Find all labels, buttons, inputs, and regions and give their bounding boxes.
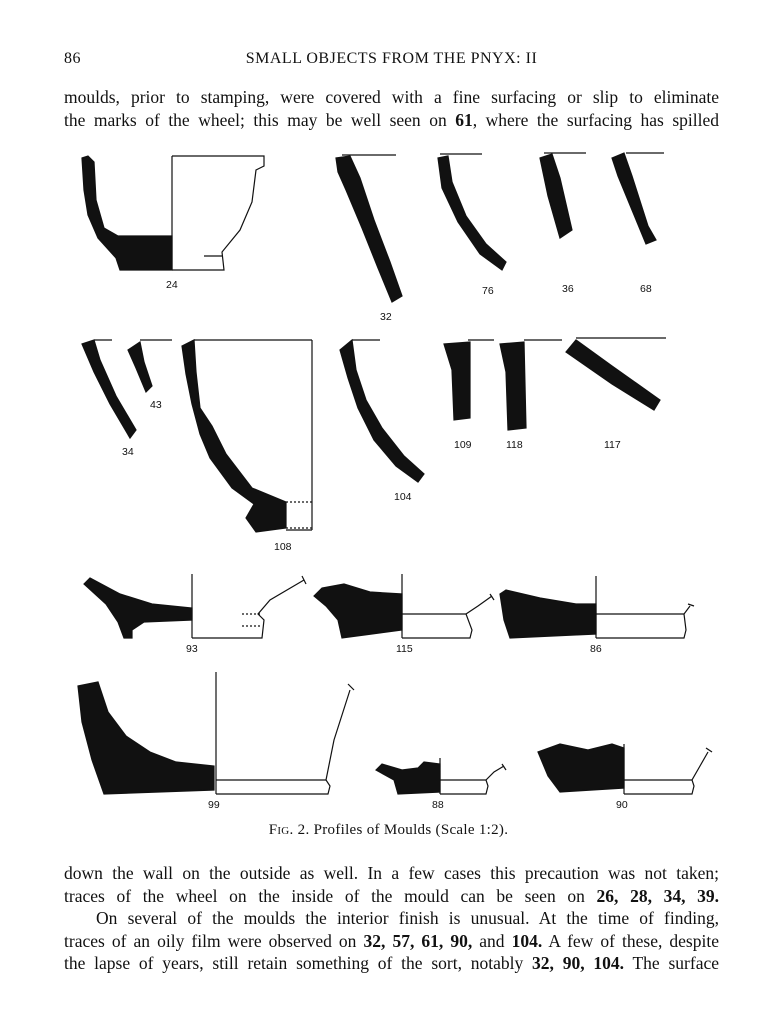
label-43: 43 bbox=[150, 399, 162, 411]
label-118: 118 bbox=[506, 439, 523, 451]
label-86: 86 bbox=[590, 643, 602, 655]
profile-24 bbox=[82, 156, 264, 270]
text-line: the marks of the wheel; this may be well seen on 61, where the surfacing has spilled bbox=[64, 109, 720, 130]
label-88: 88 bbox=[432, 799, 444, 811]
caption-text: Profiles of Moulds (Scale 1:2). bbox=[313, 822, 509, 838]
label-115: 115 bbox=[396, 643, 413, 655]
bold-ref: 26, 28, 34, 39. bbox=[596, 885, 720, 906]
label-93: 93 bbox=[186, 643, 198, 655]
running-title: SMALL OBJECTS FROM THE PNYX: II bbox=[245, 50, 538, 67]
label-99: 99 bbox=[208, 799, 220, 811]
text-line: down the wall on the outside as well. In a few cases this precaution was not taken; bbox=[64, 863, 719, 883]
label-68: 68 bbox=[640, 283, 652, 295]
profile-88 bbox=[376, 758, 506, 794]
figure-labels bbox=[122, 279, 652, 811]
label-108: 108 bbox=[274, 541, 292, 553]
profile-104 bbox=[340, 340, 424, 482]
bold-ref: 104. bbox=[511, 930, 543, 951]
label-32: 32 bbox=[380, 311, 392, 323]
page-number: 86 bbox=[64, 50, 81, 67]
label-109: 109 bbox=[454, 439, 472, 451]
profile-90 bbox=[538, 744, 712, 794]
label-36: 36 bbox=[562, 283, 574, 295]
profile-108 bbox=[182, 340, 312, 532]
profile-34 bbox=[82, 340, 136, 438]
profile-68 bbox=[612, 153, 664, 244]
profile-93 bbox=[84, 574, 306, 638]
text-line: traces of an oily film were observed on 32, 57, 61, 90, and 104. A few of these, despite bbox=[64, 930, 719, 951]
label-76: 76 bbox=[482, 285, 494, 297]
profile-115 bbox=[314, 574, 494, 638]
profile-86 bbox=[500, 576, 694, 638]
text-line: moulds, prior to stamping, were covered with a fine surfacing or slip to eliminate bbox=[64, 87, 719, 107]
profile-32 bbox=[336, 155, 402, 302]
paragraph-bottom bbox=[64, 862, 719, 975]
profile-99 bbox=[78, 672, 354, 794]
bold-ref: 61 bbox=[455, 109, 473, 130]
profile-117 bbox=[566, 338, 666, 410]
label-24: 24 bbox=[166, 279, 178, 291]
profile-118 bbox=[500, 340, 562, 430]
text-line: the lapse of years, still retain something of the sort, notably 32, 90, 104. The surface bbox=[64, 953, 719, 973]
figure-caption bbox=[0, 822, 777, 839]
text-line: On several of the moulds the interior finish is unusual. At the time of finding, bbox=[96, 908, 719, 928]
caption-prefix: Fig. 2. bbox=[268, 822, 310, 838]
text-line: traces of the wheel on the inside of the mould can be seen on 26, 28, 34, 39. bbox=[64, 885, 720, 906]
label-90: 90 bbox=[616, 799, 628, 811]
label-104: 104 bbox=[394, 491, 412, 503]
bold-ref: 32, 90, 104. bbox=[532, 953, 624, 973]
profile-109 bbox=[444, 340, 494, 420]
bold-ref: 32, 57, 61, 90, bbox=[363, 930, 473, 951]
profile-43 bbox=[128, 340, 172, 392]
label-34: 34 bbox=[122, 446, 134, 458]
profile-36 bbox=[540, 153, 586, 238]
profile-76 bbox=[438, 154, 506, 270]
label-117: 117 bbox=[604, 439, 621, 451]
